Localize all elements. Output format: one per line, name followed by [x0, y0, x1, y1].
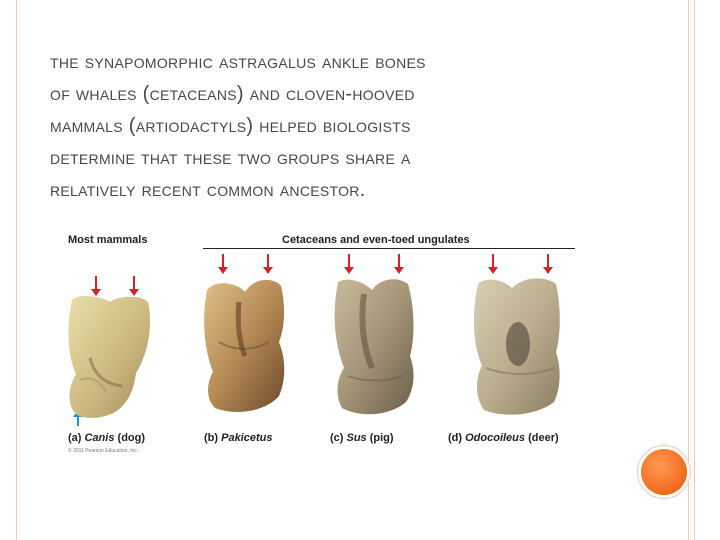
red-arrow: [263, 254, 273, 274]
right-frame-line-outer: [694, 0, 695, 540]
red-arrow: [218, 254, 228, 274]
right-frame-line-inner: [688, 0, 689, 540]
caption-letter: (b): [204, 432, 222, 444]
title-line: of whales (cetaceans) and cloven-hooved: [50, 83, 415, 105]
odocoileus-astragalus-bone: [464, 272, 574, 422]
sus-astragalus-bone: [324, 272, 424, 422]
red-arrow: [488, 254, 498, 274]
left-frame-line: [16, 0, 17, 540]
astragalus-figure: [60, 228, 580, 458]
title-line: mammals (artiodactyls) helped biologists: [50, 115, 411, 137]
caption-genus: Canis: [84, 432, 115, 444]
caption-genus: Odocoileus: [465, 432, 526, 444]
canis-astragalus-bone: [60, 288, 160, 428]
caption-common-name: (dog): [114, 432, 146, 444]
caption-genus: Pakicetus: [221, 432, 273, 444]
red-arrow: [394, 254, 404, 274]
caption-common-name: (deer): [525, 432, 559, 444]
title-line: relatively recent common ancestor.: [50, 179, 366, 201]
copyright-notice: © 2011 Pearson Education, Inc.: [68, 448, 139, 454]
caption-b: [204, 432, 272, 444]
caption-a: [68, 432, 145, 444]
caption-letter: (c): [330, 432, 347, 444]
caption-d: [448, 432, 559, 444]
caption-common-name: (pig): [366, 432, 394, 444]
slide-title: [50, 46, 640, 206]
pakicetus-astragalus-bone: [195, 272, 295, 422]
red-arrow: [543, 254, 553, 274]
title-line: determine that these two groups share a: [50, 147, 411, 169]
cetaceans-header: Cetaceans and even-toed ungulates: [282, 234, 470, 246]
group-bracket-line: [203, 248, 575, 249]
orange-circle-decoration: [641, 449, 687, 495]
red-arrow: [344, 254, 354, 274]
most-mammals-header: Most mammals: [68, 234, 148, 246]
caption-c: [330, 432, 394, 444]
caption-genus: Sus: [346, 432, 367, 444]
caption-letter: (d): [448, 432, 466, 444]
caption-letter: (a): [68, 432, 85, 444]
title-line: the synapomorphic astragalus ankle bones: [50, 51, 426, 73]
